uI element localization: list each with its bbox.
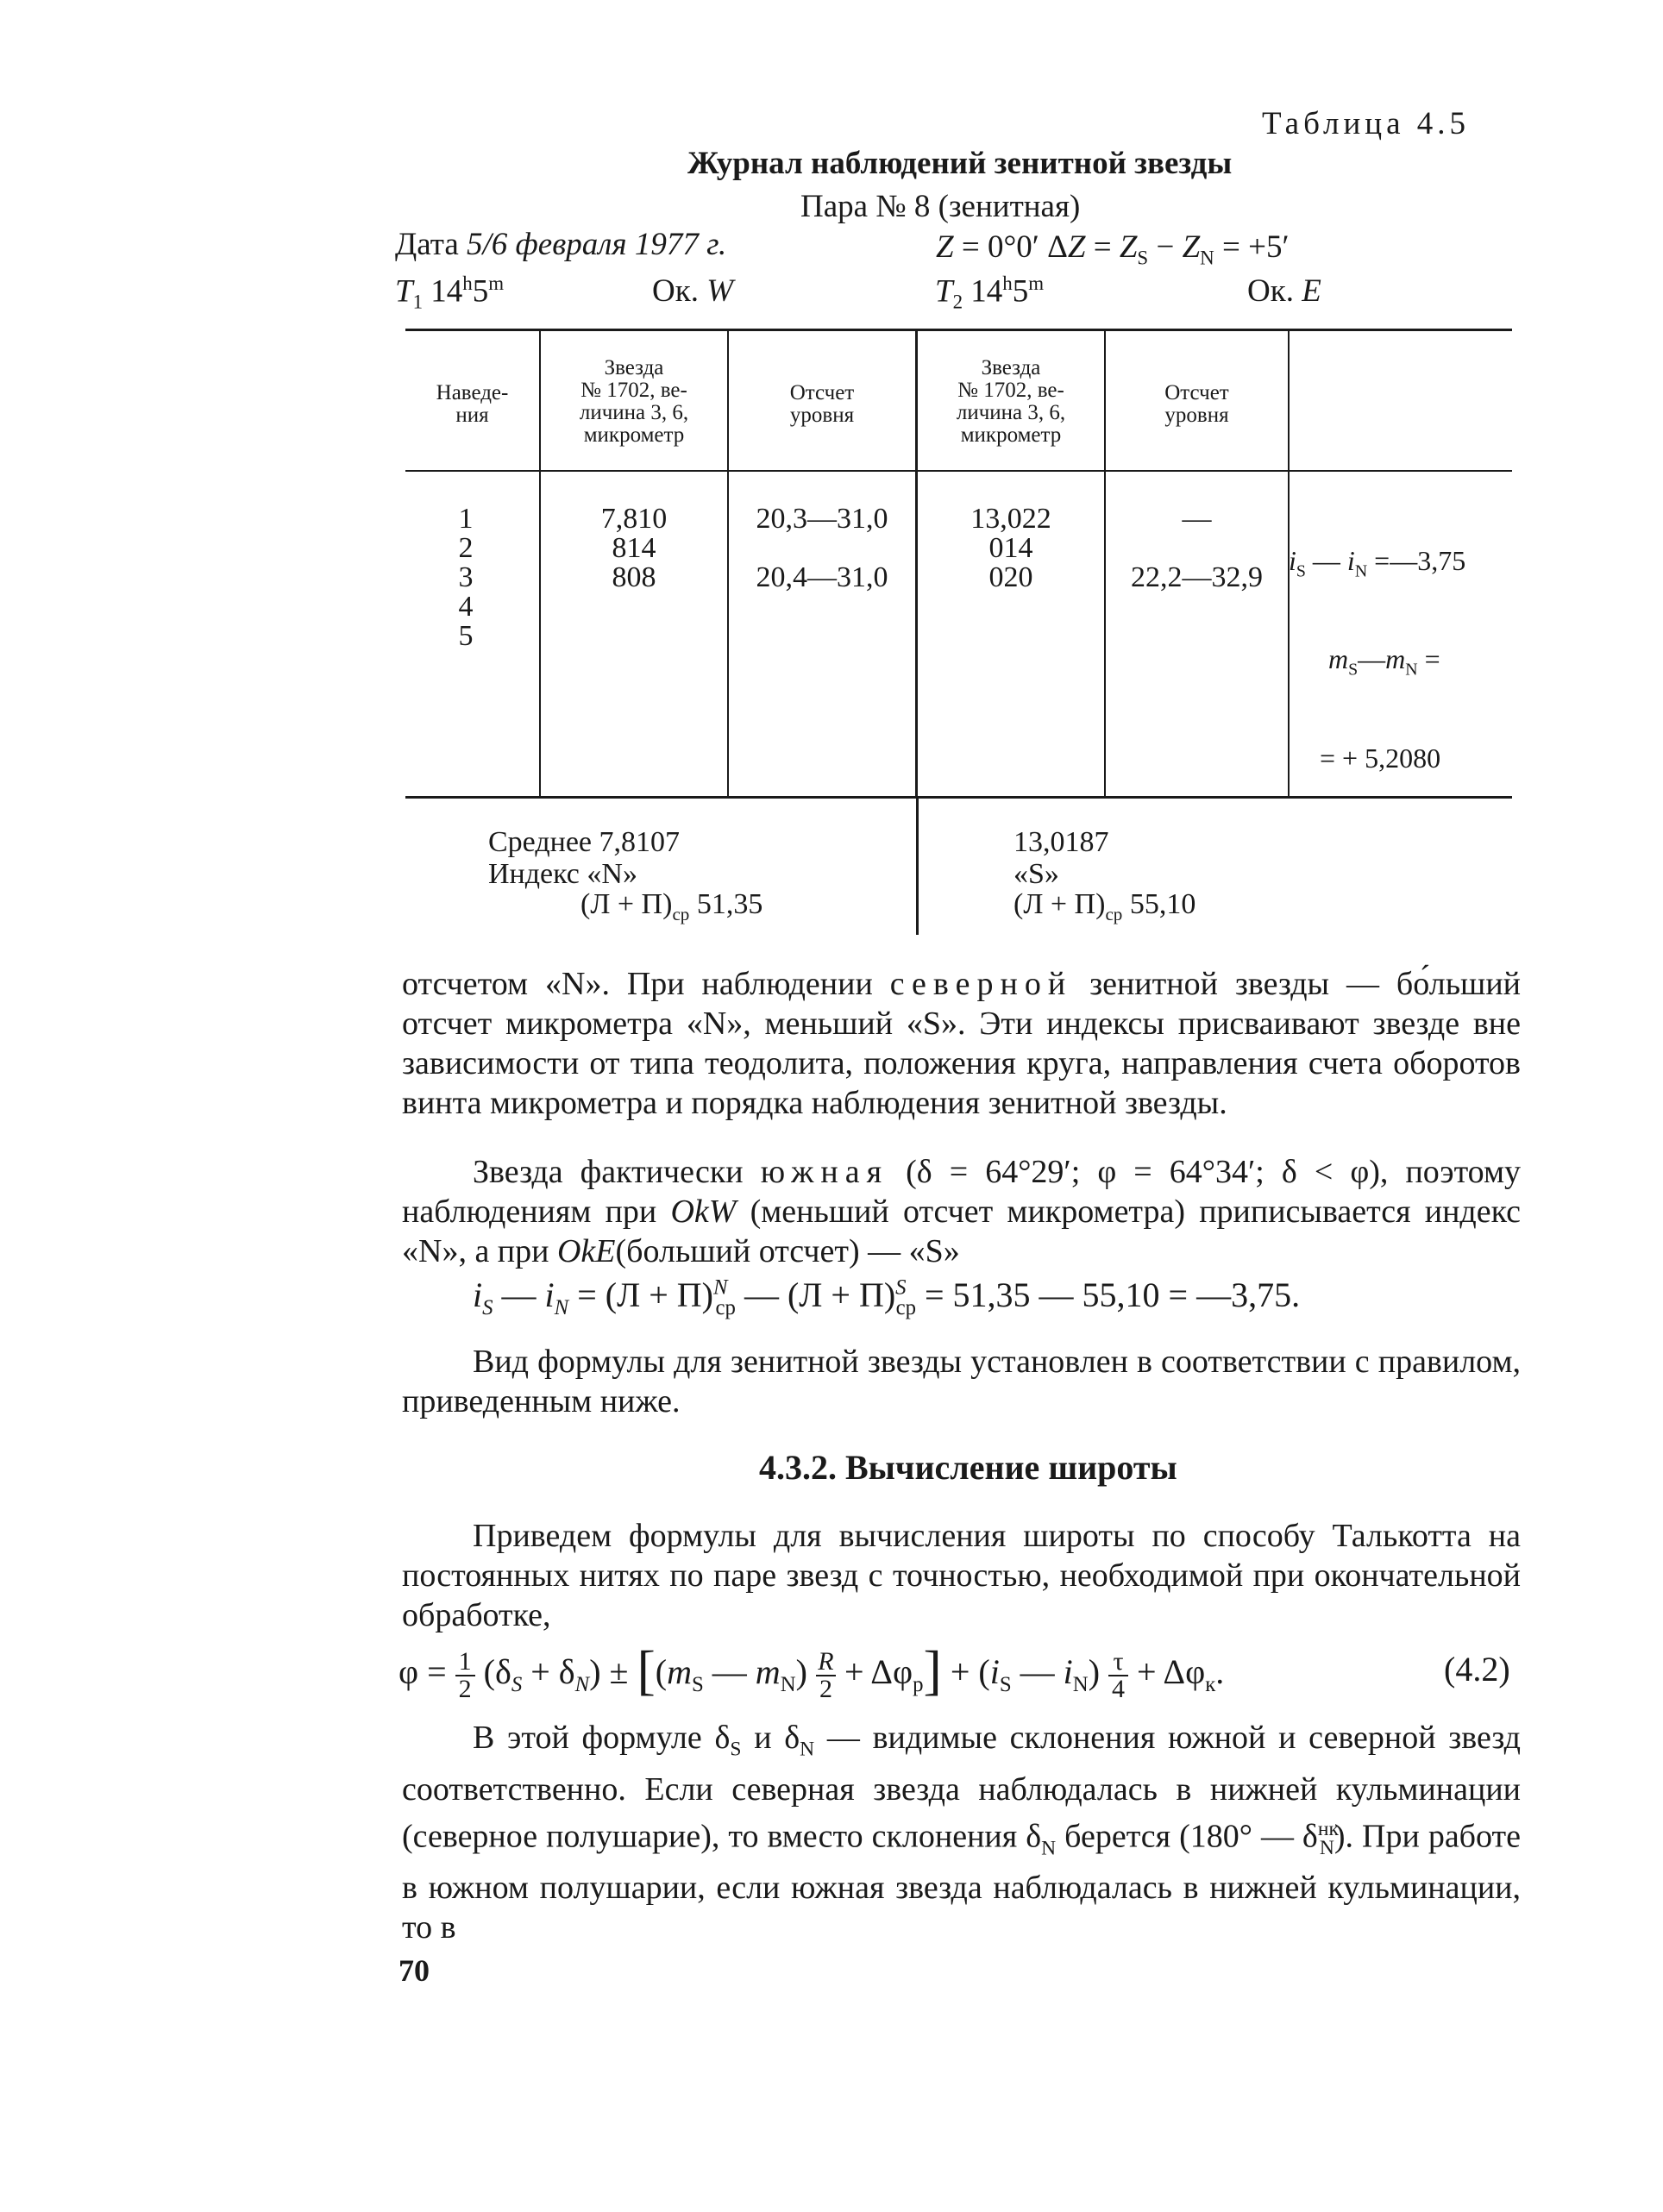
- col-lvl2: — 22,2—32,9: [1131, 503, 1263, 593]
- journal-title: Журнал наблюдений зенитной звезды: [687, 146, 1233, 181]
- ok-w: Ок. W: [652, 273, 734, 309]
- paragraph-3: Вид формулы для зенитной звезды установлен в соответствии с правилом, приведенным ниже.: [402, 1344, 1521, 1419]
- paragraph-1: отсчетом «N». При наблюдении северной зенитной звезды — бо́льший отсчет микрометра «N», меньший «S». Эти индексы присваивают звезде вне зависимости от типа теодолита, положения круга, направления счета оборотов винта микрометра и порядка наблюдения зенитной звезды.: [402, 966, 1521, 1121]
- header-rule: [405, 470, 1512, 472]
- section-title: 4.3.2. Вычисление широты: [759, 1448, 1177, 1487]
- header-mic1: Звезда № 1702, ве- личина 3, 6, микрометр: [579, 356, 689, 447]
- paragraph-2: Звезда фактически южная (δ = 64°29′; φ = 64°34′; δ < φ), поэтому наблюдениям при OkW (меньший отсчет микрометра) приписывается индекс «N», а при OkE(больший отсчет) — «S»: [402, 1154, 1521, 1269]
- t2-line: $T_2$ 14$^h$5$^m$: [935, 273, 1045, 313]
- date-line: Дата 5/6 февраля 1977 г.: [395, 227, 727, 262]
- footer-divider: [916, 799, 919, 935]
- col-note: $i_S$ — $i_N$ =—3,75 $m_S—m_N$ = = + 5,2080: [1289, 545, 1466, 774]
- pair-title: Пара № 8 (зенитная): [800, 189, 1081, 224]
- formula-2-number: (4.2): [1444, 1650, 1510, 1689]
- col-mic1: 7,810 814 808: [600, 503, 668, 593]
- footer-right-1: 13,0187: [1013, 826, 1109, 858]
- formula-2: φ = 1 2 $(\delta_S + \delta_N) \pm [(m_S$ — $m_N) \frac{R}{2} + \Delta\varphi_р] + (i_S$ — $i_N$) τ $4 + \Delta\varphi_к$.: [398, 1639, 1225, 1703]
- z-line: Z = 0°0′ $\Delta Z = Z_S - Z_N = +5'$: [936, 229, 1290, 269]
- header-lvl1: Отсчет уровня: [789, 381, 855, 427]
- footer-right-3: $(Л + П)_{ср}$ 55,10: [1013, 888, 1196, 924]
- table-label: Таблица 4.5: [1262, 106, 1470, 141]
- footer-left-3: $(Л + П)_{ср}$ 51,35: [580, 888, 763, 924]
- t1-line: $T_1$ 14$^h$5$^m$: [395, 273, 505, 313]
- header-nav: Наведе- ния: [436, 381, 509, 427]
- ok-e: Ок. E: [1247, 273, 1321, 309]
- col-lvl1: 20,3—31,0 20,4—31,0: [756, 503, 888, 593]
- page-number: 70: [398, 1953, 430, 1988]
- header-lvl2: Отсчет уровня: [1164, 381, 1229, 427]
- paragraph-5: В этой формуле $\delta_S$ и $\delta_N$ — видимые склонения южной и северной звезд соответственно. Если северная звезда наблюдалась в нижней кульминации (северное полушарие), то вместо склонения $\delta_N$ берется (180° — $\delta^{нк}_N$). При работе в южном полушарии, если южная звезда наблюдалась в нижней кульминации, то в: [402, 1720, 1521, 1946]
- col-nav: 1 2 3 4 5: [458, 503, 474, 652]
- footer-left-1: Среднее 7,8107: [488, 826, 680, 858]
- table-top-rule: [405, 329, 1512, 331]
- formula-1: $i_S$ — $i_N = (Л + П)^N_{ср}$ — $(Л + П)^S_{ср} = 51,35$ — 55,10 = —3,75.: [473, 1275, 1301, 1319]
- footer-right-2: «S»: [1013, 858, 1059, 890]
- header-mic2: Звезда № 1702, ве- личина 3, 6, микрометр: [956, 356, 1066, 447]
- paragraph-4: Приведем формулы для вычисления широты по способу Талькотта на постоянных нитях по паре звезд с точностью, необходимой при окончательной обработке,: [402, 1518, 1521, 1633]
- footer-left-2: Индекс «N»: [488, 858, 637, 890]
- col-mic2: 13,022 014 020: [970, 503, 1051, 593]
